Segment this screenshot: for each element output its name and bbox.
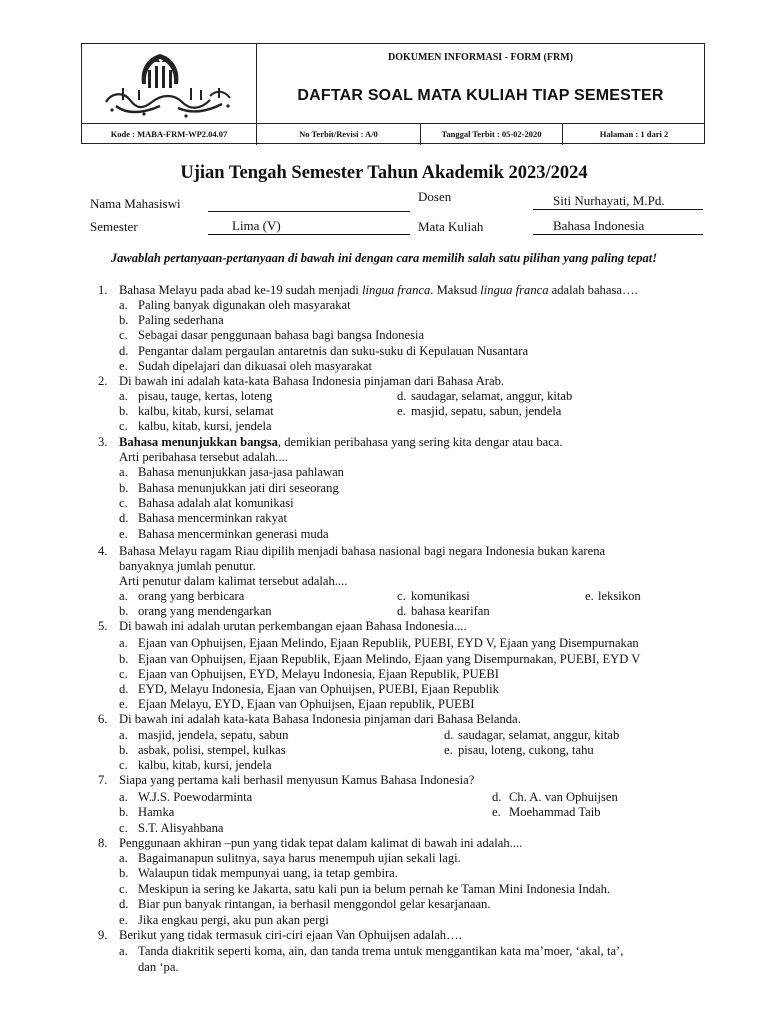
question-number: 4. [98, 544, 108, 558]
answer-option[interactable]: Ejaan van Ophuijsen, Ejaan Republik, Ejaan Melindo, Ejaan yang Disempurnakan, PUEBI, EYD V [138, 652, 641, 666]
option-letter: c. [119, 821, 128, 835]
form-title: DAFTAR SOAL MATA KULIAH TIAP SEMESTER [297, 87, 664, 104]
answer-option[interactable]: W.J.S. Poewodarminta [138, 790, 253, 804]
course-field[interactable]: Bahasa Indonesia [533, 218, 703, 235]
answer-option[interactable]: masjid, jendela, sepatu, sabun [138, 728, 289, 742]
option-letter: b. [119, 866, 129, 880]
option-letter: c. [397, 589, 406, 603]
issue-date: Tanggal Terbit : 05-02-2020 [421, 124, 563, 145]
option-letter: e. [119, 913, 128, 927]
option-letter: c. [119, 882, 128, 896]
question-number: 7. [98, 773, 108, 787]
question-number: 6. [98, 712, 108, 726]
answer-option[interactable]: Bagaimanapun sulitnya, saya harus menempuh ujian sekali lagi. [138, 851, 461, 865]
question-text: Bahasa menunjukkan bangsa, demikian peribahasa yang sering kita dengar atau baca. [119, 435, 563, 449]
revision-number: No Terbit/Revisi : A/0 [257, 124, 421, 145]
option-letter: a. [119, 851, 128, 865]
answer-option[interactable]: asbak, polisi, stempel, kulkas [138, 743, 286, 757]
page-number: Halaman : 1 dari 2 [599, 129, 669, 139]
answer-option[interactable]: saudagar, selamat, anggur, kitab [458, 728, 620, 742]
option-letter: c. [119, 667, 128, 681]
answer-option[interactable]: Paling sederhana [138, 313, 224, 327]
question-number: 9. [98, 928, 108, 942]
question-text: Penggunaan akhiran –pun yang tidak tepat dalam kalimat di bawah ini adalah.... [119, 836, 523, 850]
answer-option[interactable]: kalbu, kitab, kursi, jendela [138, 419, 272, 433]
answer-option[interactable]: Ejaan van Ophuijsen, Ejaan Melindo, Ejaan Republik, PUEBI, EYD V, Ejaan yang Disempurnakan [138, 636, 639, 650]
answer-option[interactable]: Pengantar dalam pergaulan antaretnis dan suku-suku di Kepulauan Nusantara [138, 344, 529, 358]
option-letter: d. [119, 344, 129, 358]
option-letter: b. [119, 805, 129, 819]
semester-label: Semester [90, 219, 138, 234]
lecturer-field[interactable]: Siti Nurhayati, M.Pd. [533, 193, 703, 210]
option-letter: c. [119, 419, 128, 433]
answer-option[interactable]: Hamka [138, 805, 175, 819]
option-letter: a. [119, 389, 128, 403]
student-name-field[interactable] [208, 194, 410, 212]
answer-option[interactable]: S.T. Alisyahbana [138, 821, 224, 835]
document-code: Kode : MABA-FRM-WP2.04.07 [82, 124, 257, 145]
instruction-text: Jawablah pertanyaan-pertanyaan di bawah ini dengan cara memilih salah satu pilihan yang paling tepat! [110, 251, 658, 265]
answer-option[interactable]: EYD, Melayu Indonesia, Ejaan van Ophuijsen, PUEBI, Ejaan Republik [138, 682, 499, 696]
question-number: 1. [98, 283, 108, 297]
question-text: Arti penutur dalam kalimat tersebut adalah.... [119, 574, 348, 588]
answer-option[interactable]: Tanda diakritik seperti koma, ain, dan tanda trema untuk menggantikan kata ma’moer, ‘akal, ta’, [138, 944, 624, 958]
exam-title: Ujian Tengah Semester Tahun Akademik 2023/2024 [180, 163, 588, 183]
option-letter: e. [397, 404, 406, 418]
question-text: Siapa yang pertama kali berhasil menyusun Kamus Bahasa Indonesia? [119, 773, 475, 787]
option-letter: c. [119, 496, 128, 510]
option-letter: c. [119, 328, 128, 342]
option-letter: b. [119, 313, 129, 327]
option-letter: d. [444, 728, 454, 742]
option-letter: b. [119, 481, 129, 495]
option-letter: d. [119, 682, 129, 696]
question-text: Bahasa Melayu ragam Riau dipilih menjadi bahasa nasional bagi negara Indonesia bukan karena [119, 544, 606, 558]
answer-option[interactable]: Sudah dipelajari dan dikuasai oleh masyarakat [138, 359, 372, 373]
answer-option[interactable]: Bahasa mencerminkan generasi muda [138, 527, 329, 541]
semester-field[interactable]: Lima (V) [208, 218, 410, 235]
option-letter: b. [119, 604, 129, 618]
option-letter: a. [119, 944, 128, 958]
answer-option[interactable]: Ejaan Melayu, EYD, Ejaan van Ophuijsen, Ejaan republik, PUEBI [138, 697, 475, 711]
question-number: 8. [98, 836, 108, 850]
answer-option[interactable]: masjid, sepatu, sabun, jendela [411, 404, 562, 418]
question-text: banyaknya jumlah penutur. [119, 559, 256, 573]
option-letter: a. [119, 589, 128, 603]
document-info-row [82, 123, 704, 145]
answer-option[interactable]: Bahasa menunjukkan jati diri seseorang [138, 481, 339, 495]
answer-option[interactable]: kalbu, kitab, kursi, selamat [138, 404, 274, 418]
answer-option[interactable]: Paling banyak digunakan oleh masyarakat [138, 298, 351, 312]
answer-option[interactable]: kalbu, kitab, kursi, jendela [138, 758, 272, 772]
option-letter: d. [119, 511, 129, 525]
question-number: 5. [98, 619, 108, 633]
answer-option[interactable]: Meskipun ia sering ke Jakarta, satu kali pun ia belum pernah ke Taman Mini Indonesia Indah. [138, 882, 611, 896]
answer-option[interactable]: Bahasa mencerminkan rakyat [138, 511, 287, 525]
option-letter: c. [119, 758, 128, 772]
option-letter: d. [397, 604, 407, 618]
answer-option[interactable]: orang yang mendengarkan [138, 604, 272, 618]
arabic-calligraphy-logo-icon [82, 44, 256, 123]
question-text: Bahasa Melayu pada abad ke-19 sudah menjadi lingua franca. Maksud lingua franca adalah bahasa…. [119, 283, 638, 297]
option-letter: d. [119, 897, 129, 911]
answer-option[interactable]: Bahasa menunjukkan jasa-jasa pahlawan [138, 465, 344, 479]
option-letter: e. [492, 805, 501, 819]
answer-option[interactable]: Walaupun tidak mempunyai uang, ia tetap gembira. [138, 866, 398, 880]
question-number: 2. [98, 374, 108, 388]
option-letter: e. [119, 527, 128, 541]
answer-option[interactable]: Biar pun banyak rintangan, ia berhasil menggondol gelar kesarjanaan. [138, 897, 491, 911]
option-letter: a. [119, 465, 128, 479]
institution-logo [82, 44, 257, 123]
option-letter: e. [119, 697, 128, 711]
answer-option[interactable]: Jika engkau pergi, aku pun akan pergi [138, 913, 329, 927]
option-letter: e. [585, 589, 594, 603]
answer-option[interactable]: Ch. A. van Ophuijsen [509, 790, 618, 804]
form-header [81, 43, 705, 144]
question-text: Berikut yang tidak termasuk ciri-ciri ejaan Van Ophuijsen adalah…. [119, 928, 462, 942]
answer-option[interactable]: leksikon [598, 589, 641, 603]
option-letter: a. [119, 728, 128, 742]
question-text: Arti peribahasa tersebut adalah.... [119, 450, 288, 464]
question-text: Di bawah ini adalah kata-kata Bahasa Indonesia pinjaman dari Bahasa Belanda. [119, 712, 521, 726]
option-letter: b. [119, 743, 129, 757]
answer-option[interactable]: bahasa kearifan [411, 604, 490, 618]
answer-option[interactable]: Moehammad Taib [509, 805, 601, 819]
option-letter: b. [119, 652, 129, 666]
question-text: Di bawah ini adalah urutan perkembangan ejaan Bahasa Indonesia.... [119, 619, 467, 633]
answer-option[interactable]: pisau, tauge, kertas, loteng [138, 389, 273, 403]
answer-option[interactable]: pisau, loteng, cukong, tahu [458, 743, 594, 757]
option-letter: d. [397, 389, 407, 403]
option-letter: d. [492, 790, 502, 804]
option-letter: e. [119, 359, 128, 373]
option-letter: a. [119, 636, 128, 650]
document-info-label: DOKUMEN INFORMASI - FORM (FRM) [388, 52, 573, 63]
question-number: 3. [98, 435, 108, 449]
question-text: Di bawah ini adalah kata-kata Bahasa Indonesia pinjaman dari Bahasa Arab. [119, 374, 505, 388]
option-letter: a. [119, 790, 128, 804]
answer-option[interactable]: Sebagai dasar penggunaan bahasa bagi bangsa Indonesia [138, 328, 425, 342]
option-letter: e. [444, 743, 453, 757]
answer-option[interactable]: saudagar, selamat, anggur, kitab [411, 389, 573, 403]
answer-option[interactable]: Ejaan van Ophuijsen, EYD, Melayu Indonesia, Ejaan Republik, PUEBI [138, 667, 499, 681]
course-label: Mata Kuliah [418, 219, 484, 234]
answer-option-continuation[interactable]: dan ‘pa. [138, 960, 179, 974]
answer-option[interactable]: komunikasi [411, 589, 470, 603]
option-letter: b. [119, 404, 129, 418]
answer-option[interactable]: orang yang berbicara [138, 589, 245, 603]
lecturer-label: Dosen [418, 189, 452, 204]
student-name-label: Nama Mahasiswi [90, 196, 181, 211]
option-letter: a. [119, 298, 128, 312]
answer-option[interactable]: Bahasa adalah alat komunikasi [138, 496, 294, 510]
